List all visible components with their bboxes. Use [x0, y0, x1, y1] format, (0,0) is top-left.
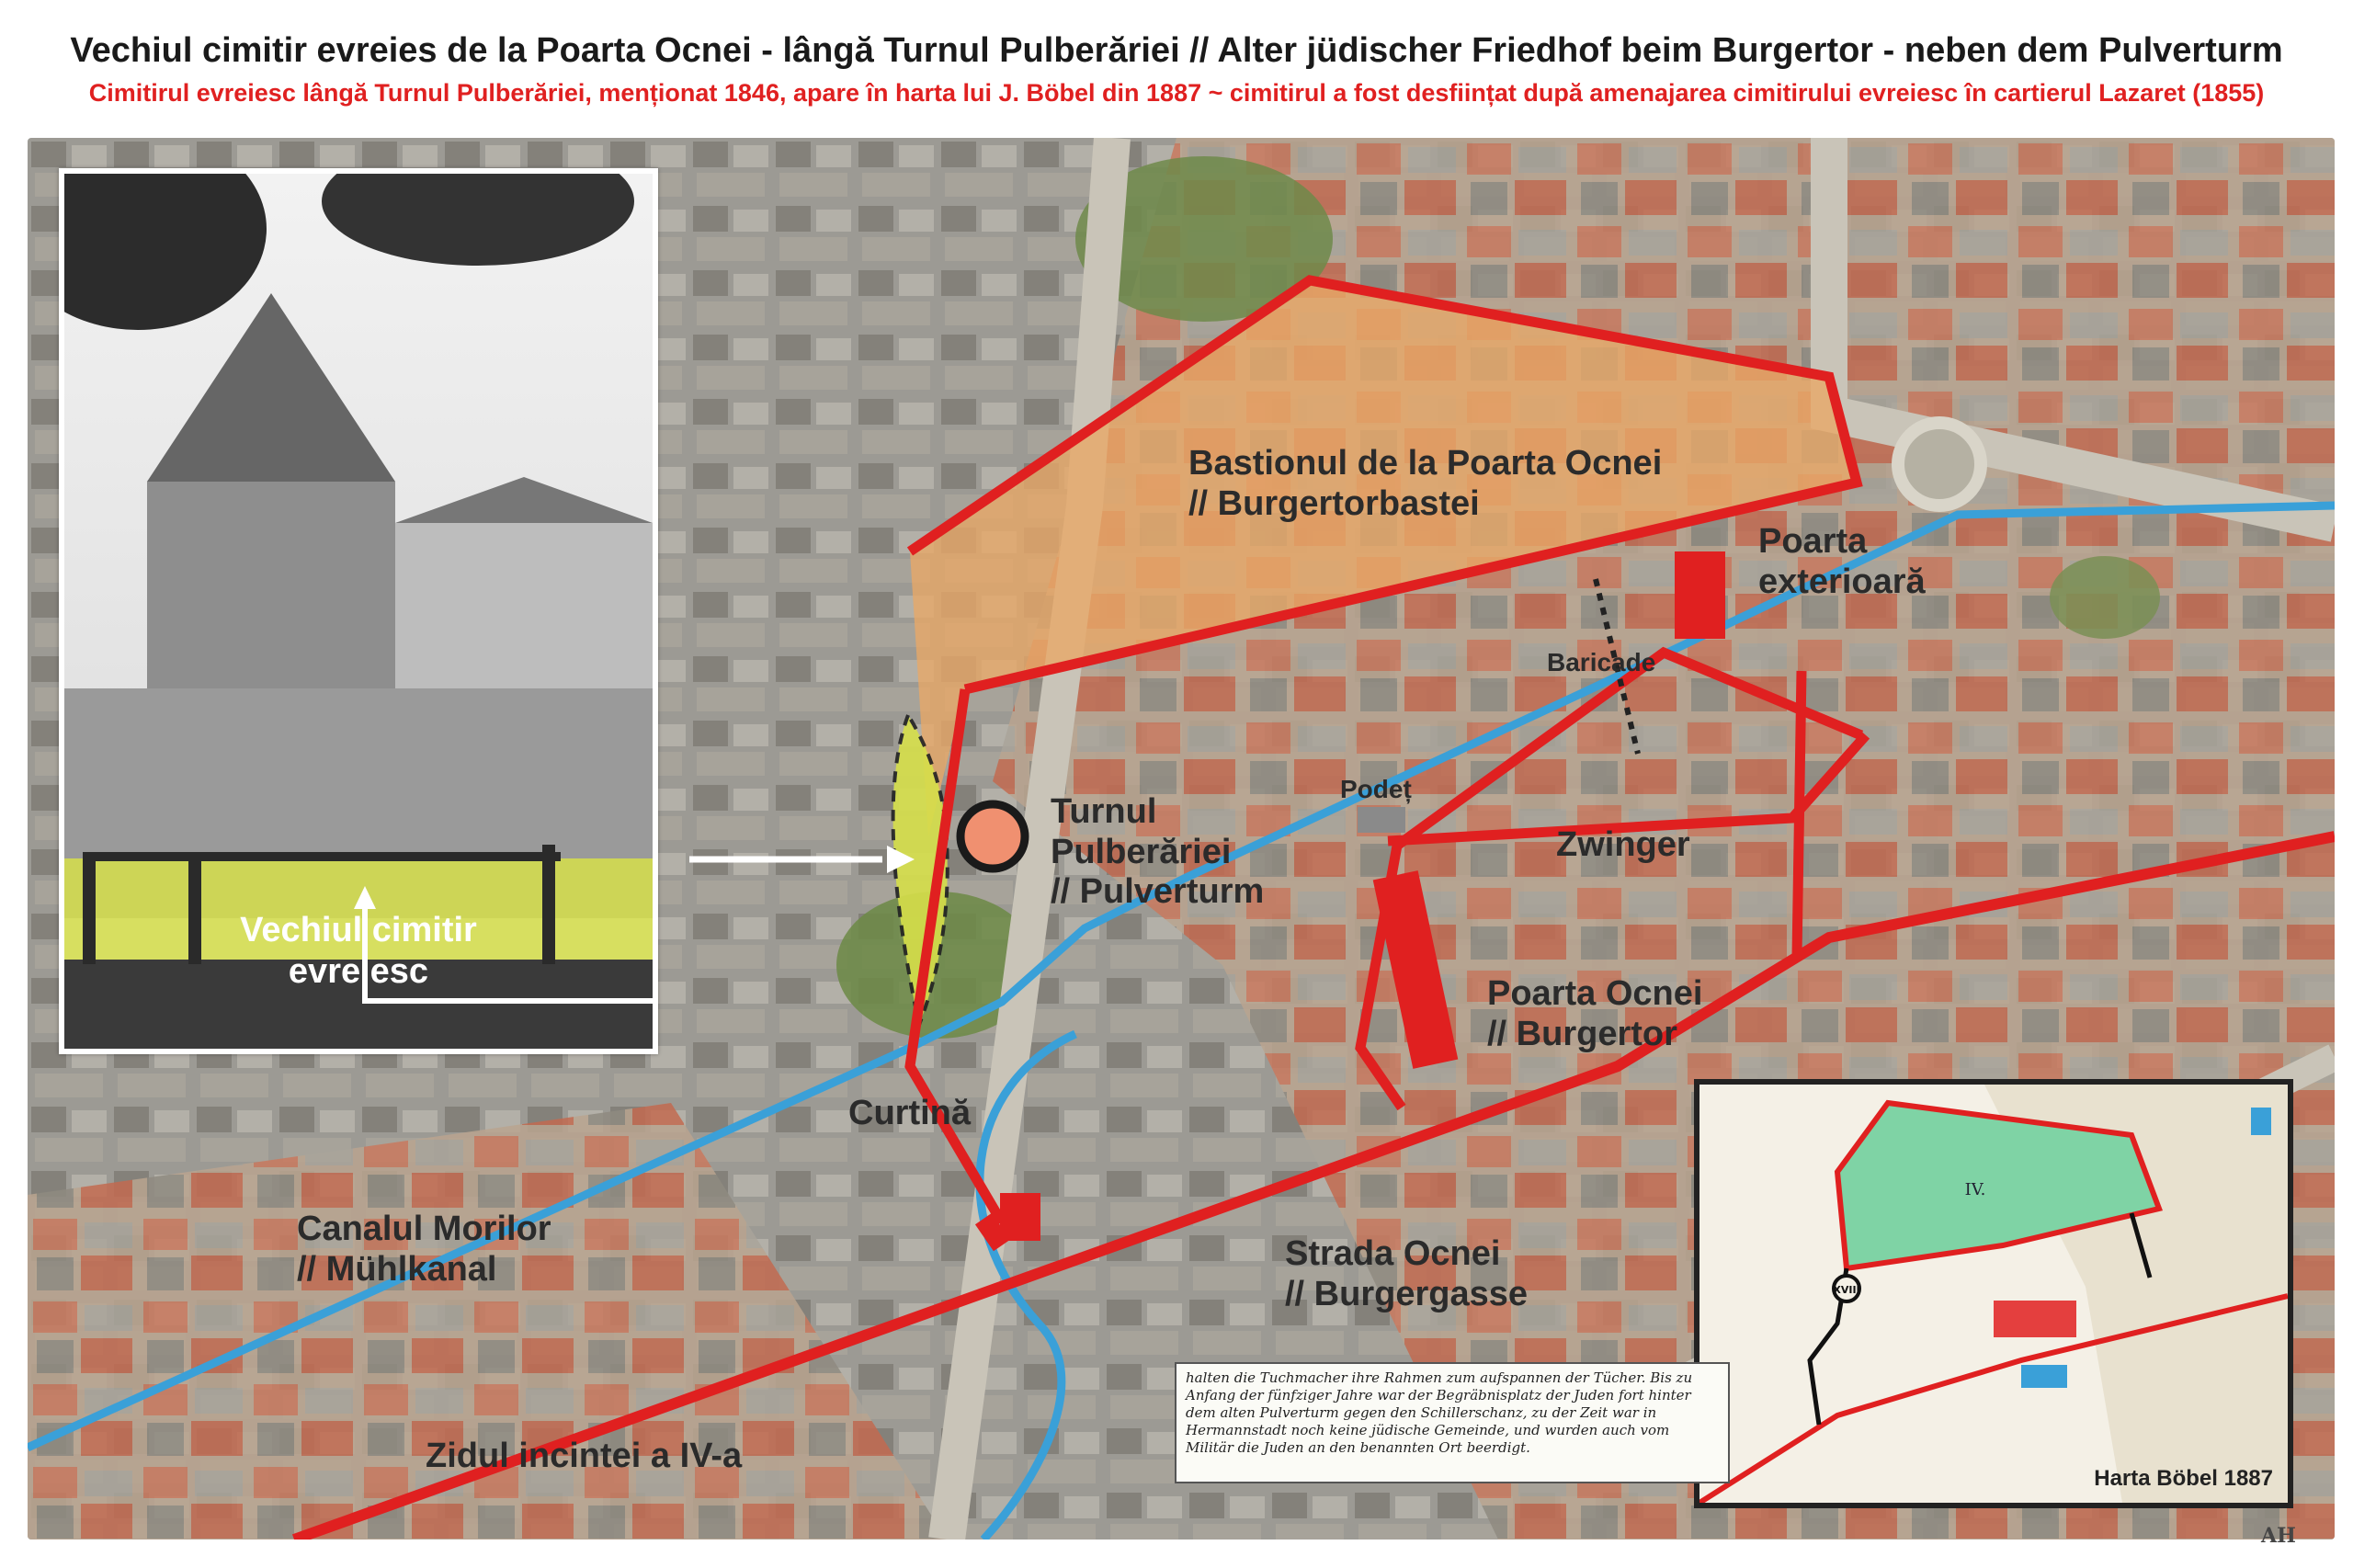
inset-map-bobel-1887 [1694, 1079, 2293, 1508]
inset-marker-bastion: IV. [1964, 1180, 1986, 1199]
powder-tower-marker [961, 804, 1025, 869]
label-zwinger: Zwinger [1556, 825, 1690, 864]
label-mill-canal: Canalul Morilor // Mühlkanal [297, 1210, 551, 1289]
inset-map-canvas [1699, 1085, 2288, 1503]
label-bastion: Bastionul de la Poarta Ocnei // Burgertorbastei [1188, 444, 1663, 523]
page-subtitle: Cimitirul evreiesc lângă Turnul Pulberăriei, menționat 1846, apare în harta lui J. Böbel din 1887 ~ cimitirul a fost desființat după amenajarea cimitirului evreiesc în cartierul Lazaret (1855) [88, 79, 2265, 107]
page-title: Vechiul cimitir evreies de la Poarta Ocnei - lângă Turnul Pulberăriei // Alter jüdischer Friedhof beim Burgertor - neben dem Pulverturm [70, 31, 2283, 70]
label-podet: Podeț [1340, 775, 1412, 803]
header [0, 0, 2353, 119]
label-outer-gate: Poarta exterioară [1758, 522, 1926, 601]
outer-gate [1675, 551, 1725, 639]
label-curtain: Curtină [848, 1094, 971, 1132]
podet-bridge [1358, 807, 1405, 833]
label-baricade: Baricade [1547, 648, 1656, 676]
label-street: Strada Ocnei // Burgergasse [1285, 1234, 1528, 1313]
label-burgertor: Poarta Ocnei // Burgertor [1487, 974, 1703, 1053]
handwritten-note [1175, 1362, 1730, 1483]
cross-wall [1797, 671, 1802, 956]
label-powder-tower: Turnul Pulberăriei // Pulverturm [1051, 792, 1265, 912]
label-enclosure-wall: Zidul incintei a IV-a [426, 1437, 743, 1475]
historic-photo [59, 168, 658, 1054]
photo-caption: Vechiul cimitir evreiesc [240, 910, 477, 992]
curtain-gate [1000, 1193, 1040, 1241]
author-logo: AH [2261, 1524, 2296, 1548]
inset-caption: Harta Böbel 1887 [2094, 1466, 2273, 1491]
inset-marker-tower: XVIII [1833, 1284, 1860, 1296]
note-text: halten die Tuchmacher ihre Rahmen zum aufspannen der Tücher. Bis zu Anfang der fünfziger Jahre war der Begräbnisplatz der Juden fort hinter dem alten Pulverturm gegen den Schillerschanz, zu der Zeit war in Hermannstadt noch keine jüdische Gemeinde, und wurden auch vom Militär die Juden an den benannten Ort beerdigt. [1186, 1369, 1693, 1456]
